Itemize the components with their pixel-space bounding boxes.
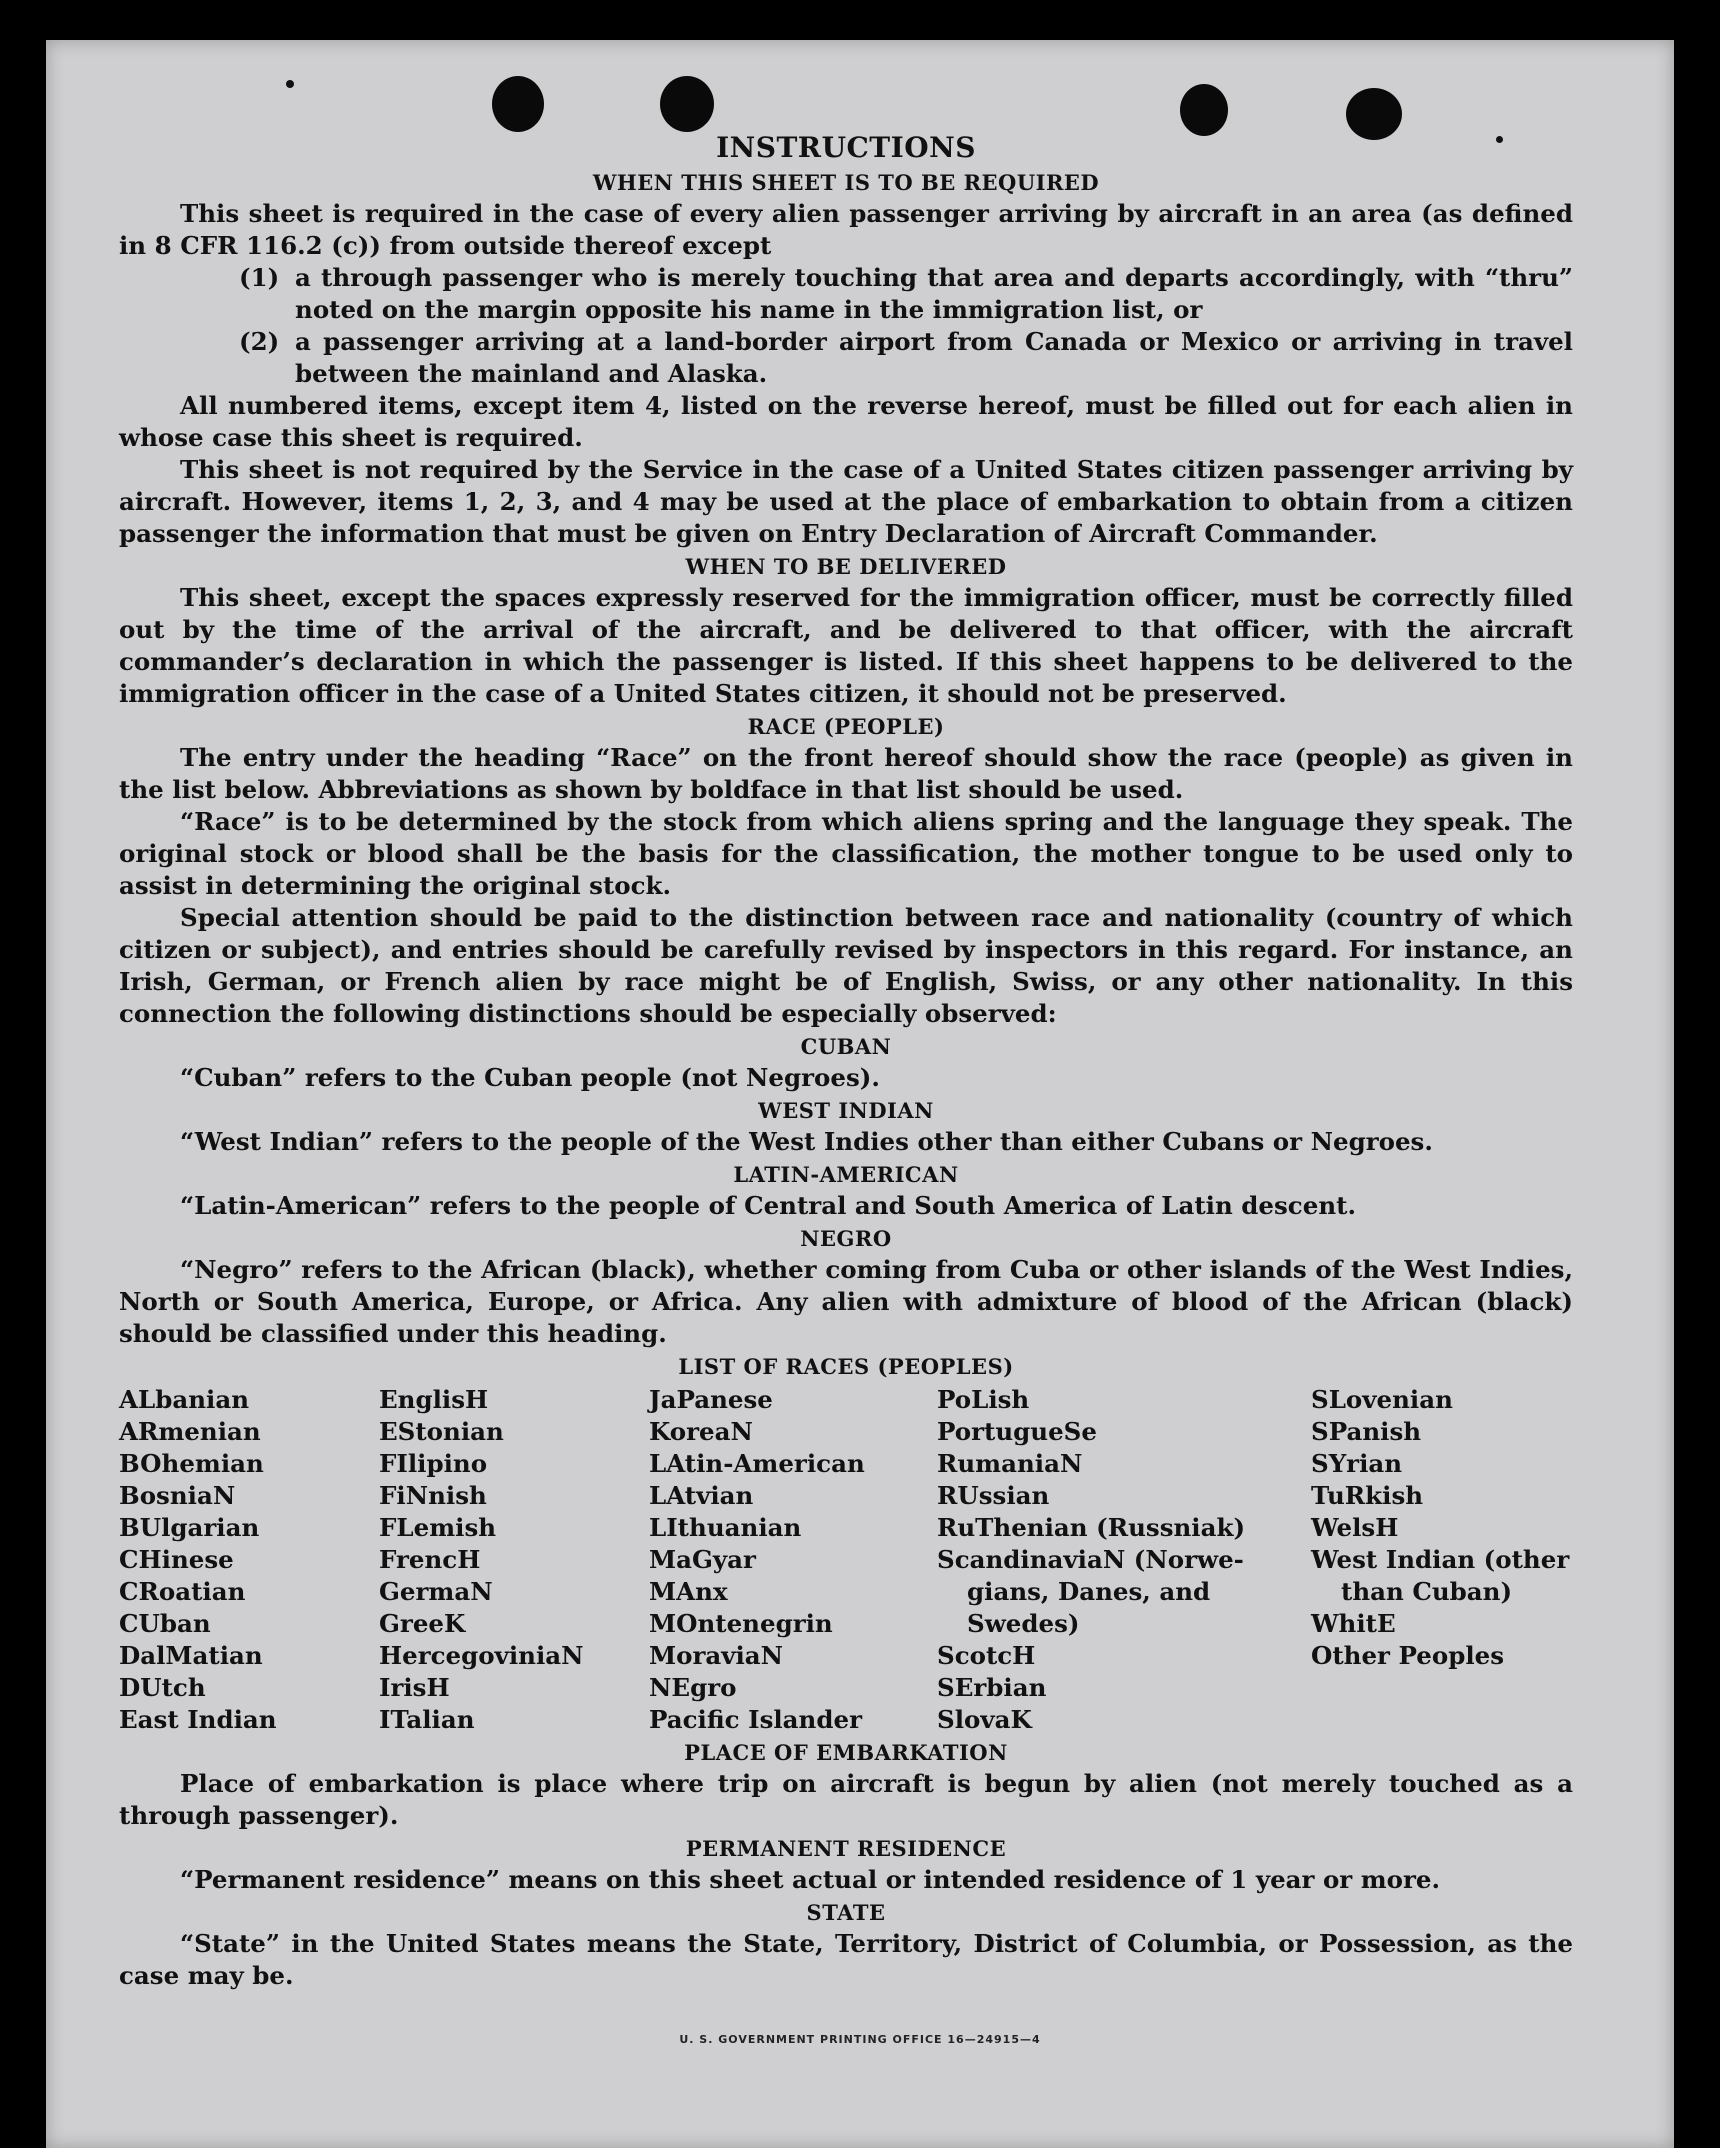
race-entry: MoraviaN — [649, 1641, 784, 1670]
printing-office-footer: U. S. GOVERNMENT PRINTING OFFICE 16—24915—4 — [679, 2033, 1041, 2046]
race-entry: LIthuanian — [649, 1513, 802, 1542]
race-entry: SLovenian — [1311, 1385, 1453, 1414]
races-list — [119, 1384, 1573, 1736]
race-entry: RuThenian (Russniak) — [937, 1513, 1246, 1542]
section-heading-latin-american: LATIN-AMERICAN — [733, 1162, 959, 1187]
exception-item — [239, 326, 1573, 390]
race-entry: LAtin-American — [649, 1449, 865, 1478]
when-required-para2: All numbered items, except item 4, listed on the reverse hereof, must be filled out for each alien in whose case this sheet is required. — [119, 391, 1573, 452]
latin-american-text: “Latin-American” refers to the people of Central and South America of Latin descent. — [180, 1191, 1356, 1220]
race-entry: ARmenian — [119, 1417, 261, 1446]
page-title: INSTRUCTIONS — [716, 131, 976, 164]
race-entry: FIlipino — [379, 1449, 488, 1478]
race-entry: MaGyar — [649, 1545, 756, 1574]
race-entry: WhitE — [1311, 1609, 1396, 1638]
races-column — [379, 1384, 649, 1736]
punch-hole — [492, 76, 544, 132]
race-entry: LAtvian — [649, 1481, 754, 1510]
race-entry: CUban — [119, 1609, 211, 1638]
race-entry: Other Peoples — [1311, 1641, 1505, 1670]
embarkation-text: Place of embarkation is place where trip on aircraft is begun by alien (not merely touched as a through passenger). — [119, 1769, 1573, 1830]
race-entry: RumaniaN — [937, 1449, 1083, 1478]
race-entry: IrisH — [379, 1673, 450, 1702]
race-entry: West Indian (other — [1311, 1545, 1570, 1574]
race-entry: EnglisH — [379, 1385, 489, 1414]
punch-hole — [660, 76, 714, 132]
race-para1: The entry under the heading “Race” on the front hereof should show the race (people) as given in the list below. Abbreviations as shown by boldface in that list should be used. — [119, 743, 1573, 804]
cuban-text: “Cuban” refers to the Cuban people (not Negroes). — [180, 1063, 880, 1092]
race-para3: Special attention should be paid to the distinction between race and nationality (country of which citizen or subject), and entries should be carefully revised by inspectors in this regard. For instance, an Irish, German, or French alien by race might be of English, Swiss, or any other nationality. In this connection the following distinctions should be especially observed: — [119, 903, 1573, 1028]
race-entry: SErbian — [937, 1673, 1047, 1702]
race-para2: “Race” is to be determined by the stock from which aliens spring and the language they speak. The original stock or blood shall be the basis for the classification, the mother tongue to be used only to assist in determining the original stock. — [119, 807, 1573, 900]
race-entry: RUssian — [937, 1481, 1050, 1510]
race-entry: SlovaK — [937, 1705, 1032, 1734]
race-entry: JaPanese — [649, 1385, 773, 1414]
race-entry: TuRkish — [1311, 1481, 1424, 1510]
section-heading-cuban: CUBAN — [800, 1034, 892, 1059]
section-heading-state: STATE — [806, 1900, 886, 1925]
instructions-body — [119, 130, 1573, 1992]
race-entry-continued: Swedes) — [967, 1609, 1080, 1638]
race-entry: Pacific Islander — [649, 1705, 862, 1734]
race-entry: GreeK — [379, 1609, 466, 1638]
races-column — [1311, 1384, 1573, 1736]
race-entry: CHinese — [119, 1545, 234, 1574]
race-entry: ScotcH — [937, 1641, 1036, 1670]
race-entry-continued: gians, Danes, and — [967, 1577, 1211, 1606]
section-heading-races-list: LIST OF RACES (PEOPLES) — [678, 1354, 1014, 1379]
race-entry: NEgro — [649, 1673, 737, 1702]
race-entry: ScandinaviaN (Norwe- — [937, 1545, 1244, 1574]
west-indian-text: “West Indian” refers to the people of the West Indies other than either Cubans or Negroes. — [180, 1127, 1433, 1156]
race-entry: HercegoviniaN — [379, 1641, 584, 1670]
race-entry: DalMatian — [119, 1641, 263, 1670]
punch-hole — [1180, 84, 1228, 136]
race-entry: BosniaN — [119, 1481, 236, 1510]
race-entry: PoLish — [937, 1385, 1030, 1414]
race-entry: MAnx — [649, 1577, 728, 1606]
section-heading-west-indian: WEST INDIAN — [758, 1098, 934, 1123]
race-entry: MOntenegrin — [649, 1609, 833, 1638]
residence-text: “Permanent residence” means on this sheet actual or intended residence of 1 year or more. — [180, 1865, 1441, 1894]
section-heading-negro: NEGRO — [800, 1226, 892, 1251]
negro-text: “Negro” refers to the African (black), whether coming from Cuba or other islands of the West Indies, North or South America, Europe, or Africa. Any alien with admixture of blood of the African (black) should be classified under this heading. — [119, 1255, 1573, 1348]
race-entry: DUtch — [119, 1673, 206, 1702]
exception-text: a passenger arriving at a land-border airport from Canada or Mexico or arriving in travel between the mainland and Alaska. — [295, 327, 1573, 388]
race-entry: BOhemian — [119, 1449, 264, 1478]
race-entry: SPanish — [1311, 1417, 1422, 1446]
exception-number: (2) — [239, 327, 280, 356]
races-column — [649, 1384, 937, 1736]
exception-item — [239, 262, 1573, 326]
race-entry: FLemish — [379, 1513, 497, 1542]
state-text: “State” in the United States means the State, Territory, District of Columbia, or Possession, as the case may be. — [119, 1929, 1573, 1990]
race-entry: BUlgarian — [119, 1513, 260, 1542]
race-entry: PortugueSe — [937, 1417, 1097, 1446]
race-entry: CRoatian — [119, 1577, 246, 1606]
race-entry: WelsH — [1311, 1513, 1399, 1542]
speck — [286, 80, 294, 88]
when-delivered-text: This sheet, except the spaces expressly reserved for the immigration officer, must be correctly filled out by the time of the arrival of the aircraft, and be delivered to that officer, with the aircraft commander’s declaration in which the passenger is listed. If this sheet happens to be delivered to the immigration officer in the case of a United States citizen, it should not be preserved. — [119, 583, 1573, 708]
race-entry-continued: than Cuban) — [1341, 1577, 1513, 1606]
race-entry: ITalian — [379, 1705, 475, 1734]
exception-number: (1) — [239, 263, 280, 292]
section-heading-when-delivered: WHEN TO BE DELIVERED — [685, 554, 1007, 579]
race-entry: East Indian — [119, 1705, 277, 1734]
race-entry: GermaN — [379, 1577, 493, 1606]
races-column — [119, 1384, 379, 1736]
section-heading-when-required: WHEN THIS SHEET IS TO BE REQUIRED — [592, 170, 1100, 195]
section-heading-race: RACE (PEOPLE) — [747, 714, 945, 739]
section-heading-residence: PERMANENT RESIDENCE — [685, 1836, 1007, 1861]
section-heading-embarkation: PLACE OF EMBARKATION — [684, 1740, 1008, 1765]
when-required-para3: This sheet is not required by the Service in the case of a United States citizen passenger arriving by aircraft. However, items 1, 2, 3, and 4 may be used at the place of embarkation to obtain from a citizen passenger the information that must be given on Entry Declaration of Aircraft Commander. — [119, 455, 1573, 548]
race-entry: FrencH — [379, 1545, 481, 1574]
race-entry: KoreaN — [649, 1417, 753, 1446]
race-entry: EStonian — [379, 1417, 504, 1446]
race-entry: SYrian — [1311, 1449, 1403, 1478]
exception-text: a through passenger who is merely touching that area and departs accordingly, with “thru” noted on the margin opposite his name in the immigration list, or — [295, 263, 1573, 324]
race-entry: ALbanian — [119, 1385, 250, 1414]
race-entry: FiNnish — [379, 1481, 487, 1510]
races-column — [937, 1384, 1311, 1736]
when-required-intro: This sheet is required in the case of every alien passenger arriving by aircraft in an area (as defined in 8 CFR 116.2 (c)) from outside thereof except — [119, 199, 1573, 260]
